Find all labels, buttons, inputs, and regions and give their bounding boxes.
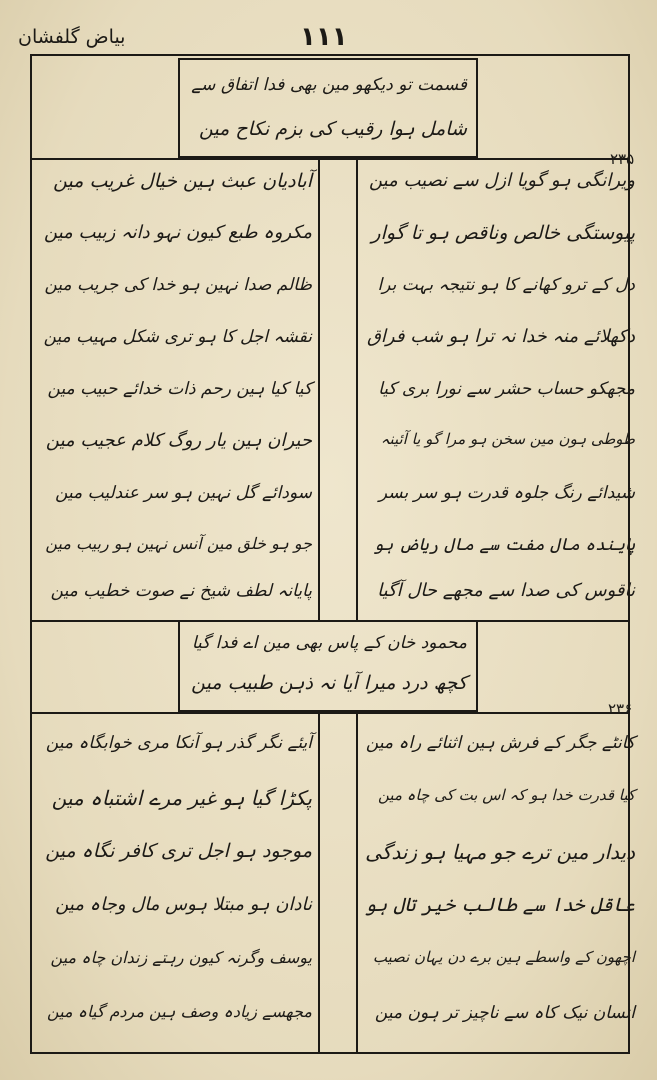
section1-right-line-7: شیدائے رنگ جلوہ قدرت ہو سر بسر	[378, 483, 635, 503]
section2-column-rule-left	[318, 714, 320, 1052]
section1-left-line-1: آبادیان عبث ہین خیال غریب مین	[53, 170, 312, 192]
section1-column-rule-right	[356, 160, 358, 620]
section1-right-line-9: ناقوس کی صدا سے مجھے حال آگیا	[377, 580, 635, 601]
section1-right-line-8: پایندہ مال مفت سے مال ریاض ہو	[373, 535, 635, 555]
section1-right-line-2: پیوستگی خالص وناقص ہو تا گوار	[371, 222, 635, 244]
running-title: بیاض گلفشان	[18, 26, 126, 48]
section1-left-line-4: نقشہ اجل کا ہو تری شکل مہیب مین	[43, 327, 312, 347]
section1-left-line-3: ظالم صدا نہین ہو خدا کی جریب مین	[44, 275, 312, 295]
section1-right-line-5: مجھکو حساب حشر سے نورا بری کیا	[378, 379, 635, 399]
section1-left-line-6: حیران ہین یار روگ کلام عجیب مین	[45, 430, 312, 451]
section2-left-line-2: پکڑا گیا ہو غیر مرے اشتباہ مین	[51, 786, 312, 810]
divider-top	[30, 158, 630, 160]
section2-right-line-6: انسان نیک کاہ سے ناچیز تر ہون مین	[374, 1003, 635, 1023]
middle-couplet-line-1: محمود خان کے پاس بھی مین اے فدا گیا	[191, 633, 467, 653]
middle-couplet-line-2: کچھ درد میرا آیا نہ ذہن طبیب مین	[191, 672, 467, 694]
section2-marker: ۲۳۶	[608, 700, 633, 718]
top-couplet-box	[178, 58, 478, 158]
section2-right-line-4: عاقل خدا سے طالب خیر تال ہو	[364, 894, 635, 916]
section2-left-line-1: آیئے نگر گذر ہو آنکا مری خوابگاہ مین	[45, 733, 312, 753]
section2-column-rule-right	[356, 714, 358, 1052]
section1-left-line-7: سودائے گل نہین ہو سر عندلیب مین	[55, 483, 312, 503]
section1-marker: ۲۳۵	[610, 150, 635, 168]
section2-left-line-6: مجھسے زیادہ وصف ہین مردم گیاہ مین	[47, 1002, 312, 1021]
section2-right-line-3: دیدار مین ترے جو مہیا ہو زندگی	[365, 840, 635, 864]
section2-left-line-5: یوسف وگرنہ کیون رہتے زندان چاہ مین	[50, 948, 312, 967]
section1-left-line-8: جو ہو خلق مین آنس نہین ہو ربیب مین	[45, 534, 312, 553]
section1-right-line-4: دکھلائے منہ خدا نہ ترا ہو شب فراق	[366, 326, 635, 347]
divider-middle-bottom	[30, 712, 630, 714]
section2-right-line-2: کیا قدرت خدا ہو کہ اس بت کی چاہ مین	[378, 786, 635, 804]
section1-left-line-2: مکروہ طبع کیون نہو دانہ زبیب مین	[44, 222, 312, 243]
section1-left-line-9: پایانہ لطف شیخ نے صوت خطیب مین	[50, 581, 312, 601]
section1-right-line-6: طوطی ہون مین سخن ہو مرا گو یا آئینہ	[380, 430, 635, 448]
section2-right-line-1: کانٹے جگر کے فرش ہین اثنائے راہ مین	[365, 733, 635, 753]
page-number: ۱۱۱	[300, 22, 348, 52]
section2-right-line-5: اچھون کے واسطے ہین برے دن یہان نصیب	[372, 948, 635, 966]
section1-right-line-1: ویرانگی ہو گویا ازل سے نصیب مین	[368, 170, 635, 191]
section2-left-line-3: موجود ہو اجل تری کافر نگاہ مین	[45, 840, 312, 862]
section2-left-line-4: نادان ہو مبتلا ہوس مال وجاہ مین	[55, 894, 312, 915]
section1-right-line-3: دل کے ترو کھانے کا ہو نتیجہ بہت برا	[377, 275, 635, 295]
top-couplet-line-2: شامل ہوا رقیب کی بزم نکاح مین	[198, 118, 467, 140]
top-couplet-line-1: قسمت تو دیکھو مین بھی فدا اتفاق سے	[191, 75, 467, 95]
section1-left-line-5: کیا کیا ہین رحم ذات خدائے حبیب مین	[47, 379, 312, 399]
section1-column-rule-left	[318, 160, 320, 620]
